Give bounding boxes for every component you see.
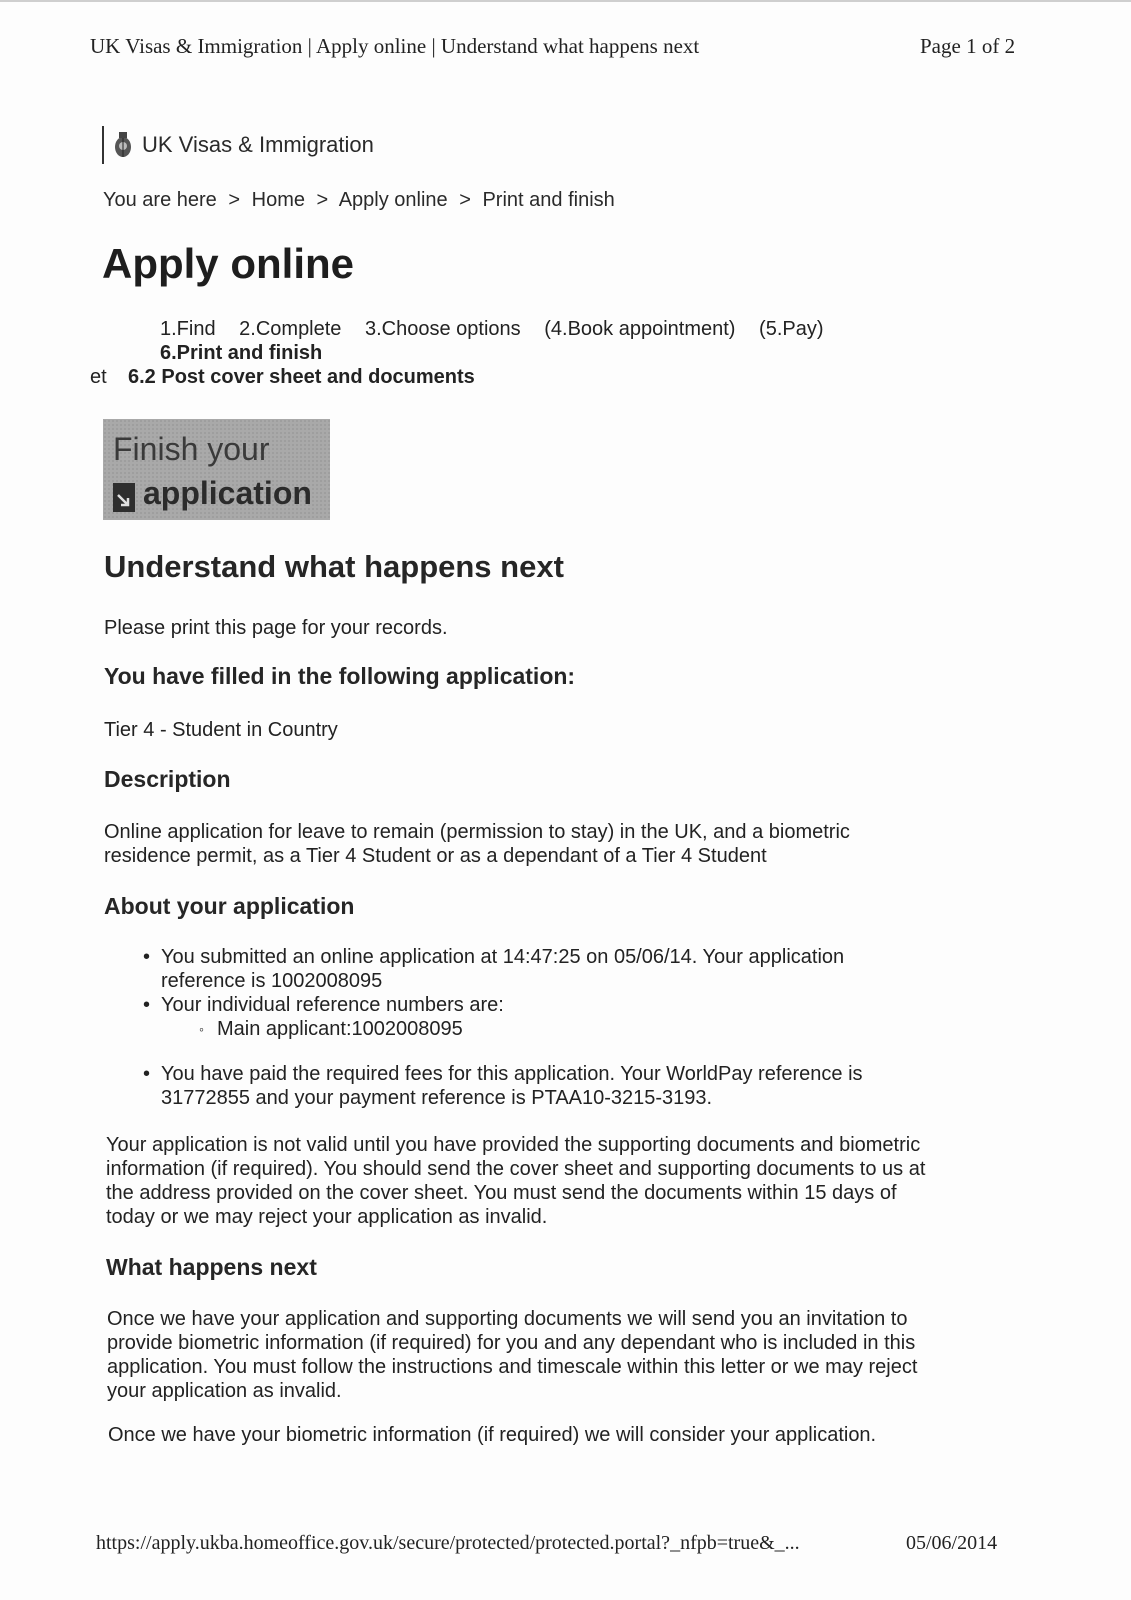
submitted-line: You submitted an online application at 14:47:25 on 05/06/14. Your application [161, 946, 845, 968]
next-heading: What happens next [106, 1254, 317, 1280]
print-note: Please print this page for your records. [104, 617, 448, 639]
filled-in-heading: You have filled in the following application: [104, 663, 576, 689]
main-applicant-reference: Main applicant:1002008095 [217, 1018, 463, 1040]
logo-divider [102, 126, 104, 164]
validity-line: Your application is not valid until you have provided the supporting documents and biometric [106, 1134, 921, 1156]
bullet-icon: • [143, 994, 151, 1016]
payment-line: You have paid the required fees for this application. Your WorldPay reference is [161, 1063, 863, 1085]
list-item-main-applicant [199, 1017, 1011, 1041]
logo-text: UK Visas & Immigration [142, 132, 374, 157]
breadcrumb [103, 189, 615, 212]
breadcrumb-separator: > [459, 189, 471, 211]
step-book-appointment: (4.Book appointment) [544, 318, 736, 340]
section-heading-what-happens-next: Understand what happens next [104, 549, 564, 584]
description-line: Online application for leave to remain (permission to stay) in the UK, and a biometric [104, 821, 850, 843]
breadcrumb-prefix: You are here [103, 189, 217, 211]
breadcrumb-home-link[interactable]: Home [251, 189, 305, 211]
finish-application-banner [103, 419, 330, 520]
circle-bullet-icon: ◦ [199, 1021, 204, 1037]
substep-cut-text: et [90, 366, 107, 388]
footer-date: 05/06/2014 [906, 1532, 998, 1554]
validity-line: information (if required). You should send the cover sheet and supporting documents to us at [106, 1158, 926, 1180]
breadcrumb-current: Print and finish [482, 189, 615, 211]
bullet-icon: • [143, 1063, 151, 1085]
breadcrumb-separator: > [228, 189, 241, 211]
finish-banner-line2: application [143, 475, 312, 511]
finish-banner-line1: Finish your [113, 431, 270, 467]
page-title: Apply online [102, 240, 354, 287]
description-heading: Description [104, 766, 231, 792]
validity-line: today or we may reject your application as invalid. [106, 1206, 548, 1228]
submitted-line: reference is 1002008095 [161, 970, 383, 992]
next-line: provide biometric information (if required) for you and any dependant who is included in this [107, 1332, 916, 1354]
description-text [104, 820, 1004, 868]
description-line: residence permit, as a Tier 4 Student or as a dependant of a Tier 4 Student [104, 845, 767, 867]
list-item-submitted [143, 945, 1011, 993]
validity-line: the address provided on the cover sheet. You must send the documents within 15 days of [106, 1182, 897, 1204]
finish-banner-line2-wrap [113, 475, 312, 512]
list-item-payment [143, 1062, 1011, 1110]
next-line: application. You must follow the instructions and timescale within this letter or we may reject [107, 1356, 918, 1378]
step-find[interactable]: 1.Find [160, 318, 216, 340]
substep [90, 366, 475, 389]
footer-url: https://apply.ukba.homeoffice.gov.uk/secure/protected/protected.portal?_nfpb=true&_... [96, 1532, 800, 1554]
reference-sublist [161, 1017, 1011, 1041]
list-item-references [143, 993, 1011, 1041]
bullet-icon: • [143, 946, 151, 968]
royal-crest-icon [112, 130, 134, 160]
next-paragraph [107, 1307, 1017, 1403]
breadcrumb-apply-online-link[interactable]: Apply online [338, 189, 448, 211]
next-line: your application as invalid. [107, 1380, 342, 1402]
application-type: Tier 4 - Student in Country [104, 719, 338, 741]
site-logo[interactable] [102, 126, 374, 164]
step-pay: (5.Pay) [759, 318, 824, 340]
about-list [143, 945, 1011, 1110]
step-choose-options[interactable]: 3.Choose options [365, 318, 521, 340]
substep-label: 6.2 Post cover sheet and documents [128, 366, 475, 388]
next-line: Once we have your application and supporting documents we will send you an invitation to [107, 1308, 908, 1330]
validity-paragraph [106, 1133, 1016, 1229]
breadcrumb-separator: > [316, 189, 329, 211]
final-paragraph: Once we have your biometric information (if required) we will consider your application. [108, 1424, 877, 1446]
step-complete[interactable]: 2.Complete [239, 318, 342, 340]
print-header-page-number: Page 1 of 2 [920, 34, 1016, 58]
about-heading: About your application [104, 893, 355, 919]
payment-line: 31772855 and your payment reference is PTAA10-3215-3193. [161, 1087, 713, 1109]
print-header-title: UK Visas & Immigration | Apply online | Understand what happens next [90, 34, 700, 58]
progress-steps [160, 318, 842, 341]
arrow-down-right-icon [113, 483, 135, 505]
step-current-print-and-finish: 6.Print and finish [160, 342, 323, 364]
scan-edge [0, 0, 1131, 2]
references-intro: Your individual reference numbers are: [161, 994, 504, 1016]
